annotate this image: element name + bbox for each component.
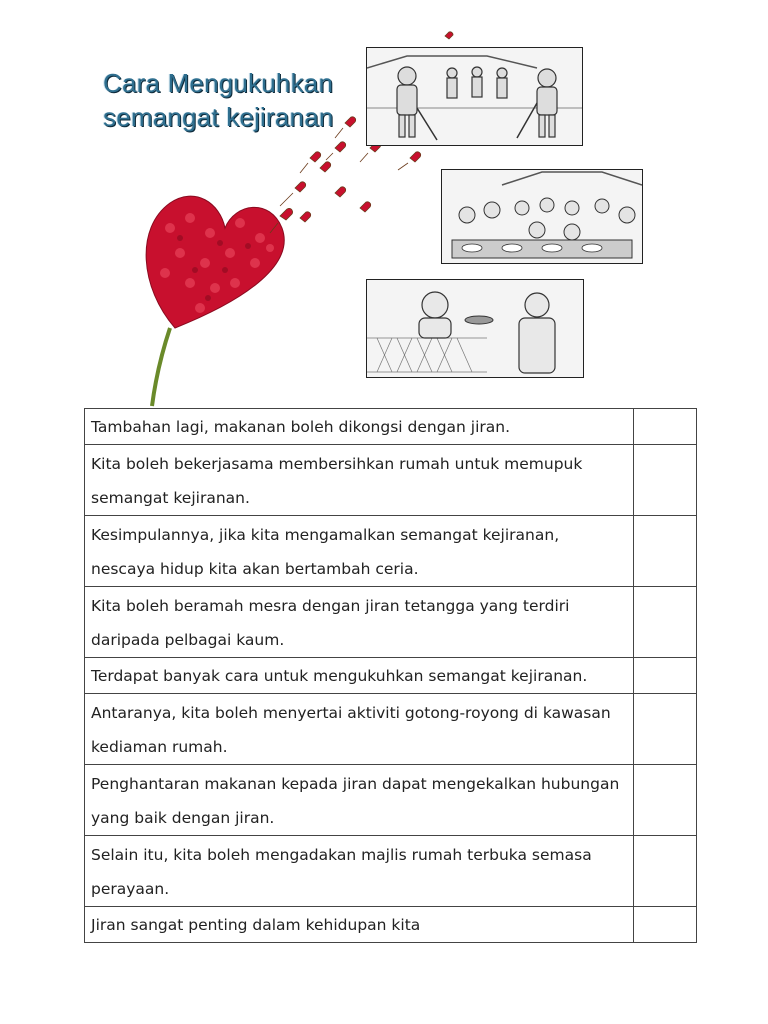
answer-box[interactable] xyxy=(634,765,697,836)
gotong-royong-scene xyxy=(367,48,582,145)
title-line-2: semangat kejiranan xyxy=(103,102,334,132)
table-row xyxy=(85,658,697,694)
table-row xyxy=(85,587,697,658)
stem xyxy=(152,328,170,406)
big-heart xyxy=(146,196,284,328)
answer-box[interactable] xyxy=(634,445,697,516)
answer-box[interactable] xyxy=(634,907,697,943)
table-row xyxy=(85,409,697,445)
sharing-food-panel xyxy=(366,279,584,378)
answer-box[interactable] xyxy=(634,409,697,445)
sentence-text: Kita boleh beramah mesra dengan jiran tetangga yang terdiri daripada pelbagai kaum. xyxy=(85,587,634,658)
sentence-text: Antaranya, kita boleh menyertai aktiviti gotong-royong di kawasan kediaman rumah. xyxy=(85,694,634,765)
sentence-text: Tambahan lagi, makanan boleh dikongsi dengan jiran. xyxy=(85,409,634,445)
sentence-text: Terdapat banyak cara untuk mengukuhkan semangat kejiranan. xyxy=(85,658,634,694)
table-row xyxy=(85,907,697,943)
title-line-1: Cara Mengukuhkan xyxy=(103,68,334,98)
sentence-text: Selain itu, kita boleh mengadakan majlis rumah terbuka semasa perayaan. xyxy=(85,836,634,907)
sentence-ordering-table xyxy=(84,408,697,943)
open-house-feast-scene xyxy=(442,170,642,263)
answer-box[interactable] xyxy=(634,658,697,694)
table-row xyxy=(85,836,697,907)
answer-box[interactable] xyxy=(634,694,697,765)
sentence-text: Jiran sangat penting dalam kehidupan kita xyxy=(85,907,634,943)
table-row xyxy=(85,694,697,765)
answer-box[interactable] xyxy=(634,516,697,587)
sentence-text: Kita boleh bekerjasama membersihkan rumah untuk memupuk semangat kejiranan. xyxy=(85,445,634,516)
sentence-text: Penghantaran makanan kepada jiran dapat mengekalkan hubungan yang baik dengan jiran. xyxy=(85,765,634,836)
answer-box[interactable] xyxy=(634,587,697,658)
gotong-royong-panel xyxy=(366,47,583,146)
table-row xyxy=(85,516,697,587)
table-row xyxy=(85,765,697,836)
sharing-food-scene xyxy=(367,280,583,377)
answer-box[interactable] xyxy=(634,836,697,907)
table-row xyxy=(85,445,697,516)
open-house-panel xyxy=(441,169,643,264)
sentence-text: Kesimpulannya, jika kita mengamalkan semangat kejiranan, nescaya hidup kita akan bertambah ceria. xyxy=(85,516,634,587)
